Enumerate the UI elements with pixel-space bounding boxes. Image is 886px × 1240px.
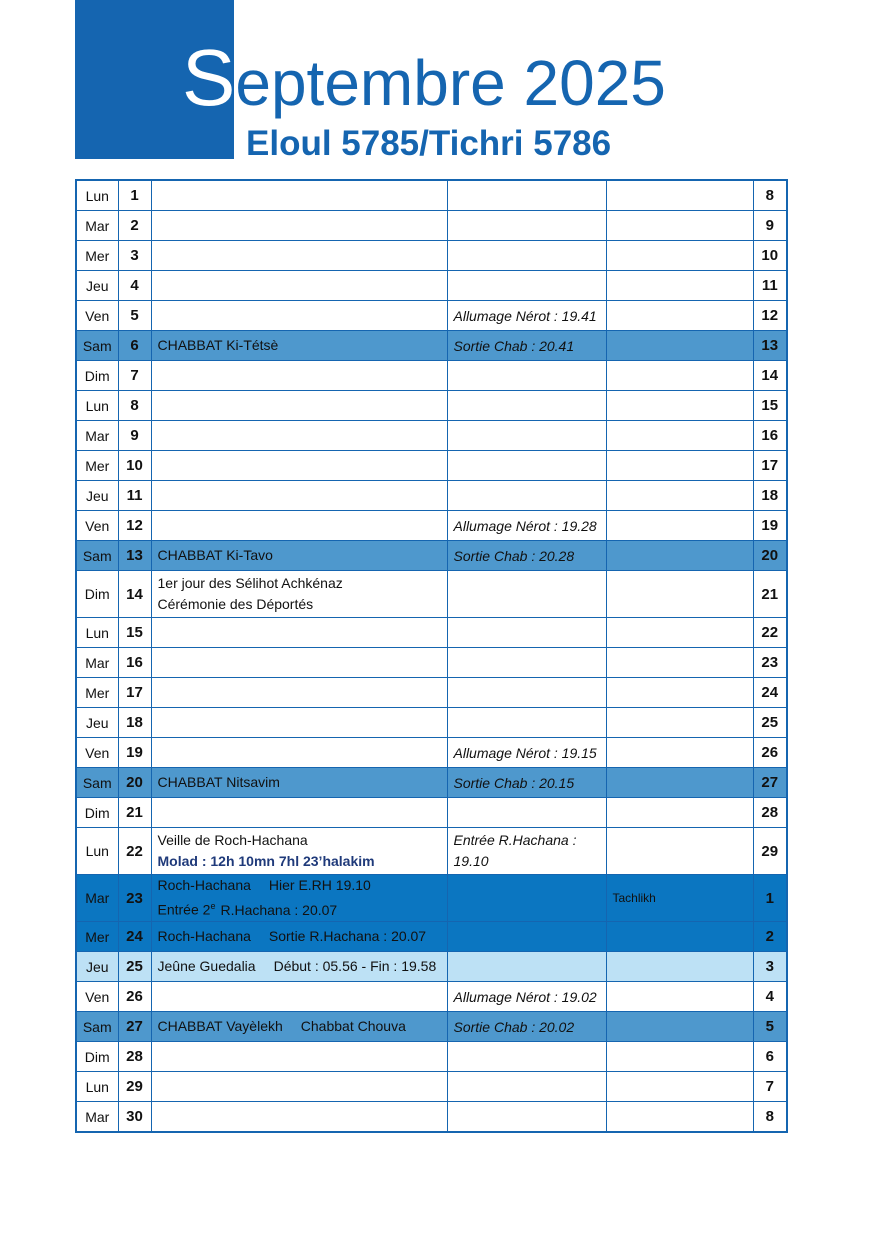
event-text: Chabbat Chouva bbox=[300, 1018, 406, 1034]
event-text: Veille de Roch-Hachana bbox=[157, 832, 308, 848]
hebrew-day-cell: 1 bbox=[753, 875, 787, 922]
times-cell bbox=[447, 798, 606, 828]
extra-cell bbox=[606, 301, 753, 331]
times-cell bbox=[447, 391, 606, 421]
day-number-cell: 29 bbox=[118, 1072, 151, 1102]
day-number-cell: 19 bbox=[118, 738, 151, 768]
extra-cell bbox=[606, 361, 753, 391]
times-cell bbox=[447, 571, 606, 618]
calendar-row bbox=[76, 648, 787, 678]
day-number-cell: 20 bbox=[118, 768, 151, 798]
extra-cell bbox=[606, 618, 753, 648]
hebrew-day-cell: 6 bbox=[753, 1042, 787, 1072]
times-cell bbox=[447, 922, 606, 952]
calendar-row bbox=[76, 481, 787, 511]
times-cell bbox=[447, 541, 606, 571]
times-cell bbox=[447, 875, 606, 922]
calendar-row bbox=[76, 541, 787, 571]
events-cell bbox=[151, 648, 447, 678]
weekday-cell: Dim bbox=[76, 361, 118, 391]
weekday-cell: Jeu bbox=[76, 952, 118, 982]
times-cell bbox=[447, 511, 606, 541]
hebrew-day-cell: 22 bbox=[753, 618, 787, 648]
day-number-cell: 7 bbox=[118, 361, 151, 391]
calendar-row bbox=[76, 1042, 787, 1072]
hebrew-day-cell: 27 bbox=[753, 768, 787, 798]
weekday-cell: Sam bbox=[76, 331, 118, 361]
weekday-cell: Mar bbox=[76, 875, 118, 922]
weekday-cell: Dim bbox=[76, 798, 118, 828]
events-cell bbox=[151, 481, 447, 511]
hebrew-day-cell: 5 bbox=[753, 1012, 787, 1042]
day-number-cell: 16 bbox=[118, 648, 151, 678]
extra-cell bbox=[606, 738, 753, 768]
hebrew-day-cell: 7 bbox=[753, 1072, 787, 1102]
times-cell bbox=[447, 361, 606, 391]
hebrew-day-cell: 15 bbox=[753, 391, 787, 421]
extra-cell bbox=[606, 828, 753, 875]
extra-cell bbox=[606, 708, 753, 738]
times-cell bbox=[447, 180, 606, 211]
hebrew-day-cell: 4 bbox=[753, 982, 787, 1012]
calendar-body bbox=[76, 180, 787, 1132]
times-text: Sortie Chab : 20.15 bbox=[453, 774, 575, 791]
extra-cell bbox=[606, 180, 753, 211]
extra-cell bbox=[606, 481, 753, 511]
times-cell bbox=[447, 1072, 606, 1102]
extra-cell bbox=[606, 982, 753, 1012]
times-cell bbox=[447, 331, 606, 361]
calendar-row bbox=[76, 708, 787, 738]
hebrew-day-cell: 8 bbox=[753, 1102, 787, 1133]
extra-cell bbox=[606, 798, 753, 828]
weekday-cell: Ven bbox=[76, 301, 118, 331]
weekday-cell: Sam bbox=[76, 1012, 118, 1042]
weekday-cell: Jeu bbox=[76, 708, 118, 738]
events-cell bbox=[151, 768, 447, 798]
calendar-row bbox=[76, 982, 787, 1012]
hebrew-day-cell: 10 bbox=[753, 241, 787, 271]
weekday-cell: Dim bbox=[76, 1042, 118, 1072]
hebrew-day-cell: 19 bbox=[753, 511, 787, 541]
times-text: Allumage Nérot : 19.41 bbox=[453, 307, 597, 324]
weekday-cell: Mar bbox=[76, 648, 118, 678]
event-line: Cérémonie des Déportés bbox=[157, 596, 314, 612]
times-cell bbox=[447, 211, 606, 241]
weekday-cell: Mer bbox=[76, 922, 118, 952]
events-cell bbox=[151, 952, 447, 982]
events-cell bbox=[151, 982, 447, 1012]
times-cell bbox=[447, 768, 606, 798]
calendar-row bbox=[76, 875, 787, 922]
hebrew-day-cell: 12 bbox=[753, 301, 787, 331]
extra-cell bbox=[606, 1012, 753, 1042]
weekday-cell: Ven bbox=[76, 511, 118, 541]
event-line bbox=[158, 875, 441, 896]
calendar-row bbox=[76, 331, 787, 361]
times-cell bbox=[447, 828, 606, 875]
times-cell bbox=[447, 481, 606, 511]
times-cell bbox=[447, 952, 606, 982]
extra-cell bbox=[606, 1072, 753, 1102]
hebrew-day-cell: 26 bbox=[753, 738, 787, 768]
extra-cell bbox=[606, 648, 753, 678]
events-cell bbox=[151, 875, 447, 922]
calendar-row bbox=[76, 952, 787, 982]
times-text: Allumage Nérot : 19.02 bbox=[453, 988, 597, 1005]
weekday-cell: Mer bbox=[76, 241, 118, 271]
hebrew-day-cell: 14 bbox=[753, 361, 787, 391]
day-number-cell: 26 bbox=[118, 982, 151, 1012]
times-cell bbox=[447, 421, 606, 451]
events-cell bbox=[151, 451, 447, 481]
day-number-cell: 13 bbox=[118, 541, 151, 571]
times-text: Allumage Nérot : 19.28 bbox=[453, 517, 597, 534]
times-cell bbox=[447, 1042, 606, 1072]
events-cell bbox=[151, 211, 447, 241]
weekday-cell: Ven bbox=[76, 982, 118, 1012]
events-cell bbox=[151, 1012, 447, 1042]
day-number-cell: 4 bbox=[118, 271, 151, 301]
day-number-cell: 9 bbox=[118, 421, 151, 451]
hebrew-day-cell: 16 bbox=[753, 421, 787, 451]
hebrew-day-cell: 9 bbox=[753, 211, 787, 241]
hebrew-day-cell: 21 bbox=[753, 571, 787, 618]
calendar-row bbox=[76, 678, 787, 708]
day-number-cell: 8 bbox=[118, 391, 151, 421]
event-text: R.Hachana : 20.07 bbox=[220, 901, 338, 918]
weekday-cell: Sam bbox=[76, 768, 118, 798]
hebrew-day-cell: 17 bbox=[753, 451, 787, 481]
times-cell bbox=[447, 678, 606, 708]
events-cell bbox=[151, 180, 447, 211]
extra-cell bbox=[606, 511, 753, 541]
times-cell bbox=[447, 301, 606, 331]
times-cell bbox=[447, 618, 606, 648]
calendar-row bbox=[76, 421, 787, 451]
day-number-cell: 27 bbox=[118, 1012, 151, 1042]
page-title bbox=[182, 33, 666, 122]
event-text: CHABBAT Nitsavim bbox=[157, 774, 280, 790]
event-text: CHABBAT Ki-Tétsè bbox=[157, 337, 279, 353]
day-number-cell: 6 bbox=[118, 331, 151, 361]
events-cell bbox=[151, 738, 447, 768]
day-number-cell: 1 bbox=[118, 180, 151, 211]
day-number-cell: 12 bbox=[118, 511, 151, 541]
extra-cell bbox=[606, 678, 753, 708]
event-line bbox=[158, 772, 441, 793]
events-cell bbox=[151, 511, 447, 541]
event-text: Entrée 2 bbox=[157, 901, 211, 918]
hebrew-day-cell: 28 bbox=[753, 798, 787, 828]
calendar-row bbox=[76, 571, 787, 618]
extra-cell bbox=[606, 271, 753, 301]
calendar-row bbox=[76, 768, 787, 798]
day-number-cell: 2 bbox=[118, 211, 151, 241]
event-text: CHABBAT Ki-Tavo bbox=[157, 547, 273, 563]
weekday-cell: Mar bbox=[76, 211, 118, 241]
molad-text: Molad : 12h 10mn 7hl 23’halakim bbox=[157, 853, 375, 869]
events-cell bbox=[151, 922, 447, 952]
event-text: Roch-Hachana bbox=[157, 928, 251, 944]
calendar-row bbox=[76, 301, 787, 331]
events-cell bbox=[151, 331, 447, 361]
day-number-cell: 30 bbox=[118, 1102, 151, 1133]
day-number-cell: 23 bbox=[118, 875, 151, 922]
calendar-row bbox=[76, 211, 787, 241]
day-number-cell: 17 bbox=[118, 678, 151, 708]
hebrew-day-cell: 23 bbox=[753, 648, 787, 678]
event-line bbox=[158, 896, 441, 921]
extra-cell bbox=[606, 451, 753, 481]
times-text: Allumage Nérot : 19.15 bbox=[453, 744, 597, 761]
event-text: CHABBAT Vayèlekh bbox=[157, 1018, 283, 1034]
event-line: 1er jour des Sélihot Achkénaz bbox=[157, 575, 343, 591]
extra-cell bbox=[606, 768, 753, 798]
extra-cell bbox=[606, 211, 753, 241]
calendar-row bbox=[76, 1102, 787, 1133]
events-cell bbox=[151, 708, 447, 738]
calendar-table bbox=[75, 179, 788, 1133]
day-number-cell: 5 bbox=[118, 301, 151, 331]
weekday-cell: Lun bbox=[76, 618, 118, 648]
times-cell bbox=[447, 271, 606, 301]
extra-cell bbox=[606, 1042, 753, 1072]
day-number-cell: 21 bbox=[118, 798, 151, 828]
extra-cell bbox=[606, 1102, 753, 1133]
day-number-cell: 14 bbox=[118, 571, 151, 618]
weekday-cell: Mar bbox=[76, 1102, 118, 1133]
day-number-cell: 28 bbox=[118, 1042, 151, 1072]
events-cell bbox=[151, 828, 447, 875]
calendar-row bbox=[76, 1012, 787, 1042]
events-cell bbox=[151, 421, 447, 451]
weekday-cell: Lun bbox=[76, 391, 118, 421]
calendar-row bbox=[76, 618, 787, 648]
times-cell bbox=[447, 708, 606, 738]
weekday-cell: Mar bbox=[76, 421, 118, 451]
times-cell bbox=[447, 241, 606, 271]
page-subtitle: Eloul 5785/Tichri 5786 bbox=[246, 124, 612, 163]
times-cell bbox=[447, 1012, 606, 1042]
weekday-cell: Dim bbox=[76, 571, 118, 618]
extra-cell bbox=[606, 571, 753, 618]
event-text: Hier E.RH 19.10 bbox=[268, 877, 371, 894]
events-cell bbox=[151, 798, 447, 828]
extra-cell bbox=[606, 952, 753, 982]
title-initial: S bbox=[182, 33, 236, 122]
times-cell bbox=[447, 451, 606, 481]
day-number-cell: 18 bbox=[118, 708, 151, 738]
hebrew-day-cell: 2 bbox=[753, 922, 787, 952]
event-text: Sortie R.Hachana : 20.07 bbox=[268, 928, 427, 944]
weekday-cell: Lun bbox=[76, 180, 118, 211]
event-line bbox=[158, 1016, 441, 1037]
title-rest: eptembre 2025 bbox=[235, 47, 666, 119]
calendar-row bbox=[76, 180, 787, 211]
weekday-cell: Ven bbox=[76, 738, 118, 768]
events-cell bbox=[151, 1102, 447, 1133]
times-cell bbox=[447, 738, 606, 768]
events-cell bbox=[151, 678, 447, 708]
calendar-row bbox=[76, 451, 787, 481]
event-line bbox=[158, 545, 441, 566]
extra-cell bbox=[606, 391, 753, 421]
hebrew-day-cell: 11 bbox=[753, 271, 787, 301]
hebrew-day-cell: 25 bbox=[753, 708, 787, 738]
event-text: Roch-Hachana bbox=[157, 877, 251, 894]
events-cell bbox=[151, 391, 447, 421]
hebrew-day-cell: 20 bbox=[753, 541, 787, 571]
times-text: 19.10 bbox=[453, 853, 489, 869]
events-cell bbox=[151, 361, 447, 391]
times-cell bbox=[447, 982, 606, 1012]
weekday-cell: Lun bbox=[76, 828, 118, 875]
event-text: Jeûne Guedalia bbox=[157, 958, 256, 974]
extra-cell bbox=[606, 922, 753, 952]
weekday-cell: Jeu bbox=[76, 271, 118, 301]
events-cell bbox=[151, 241, 447, 271]
events-cell bbox=[151, 271, 447, 301]
calendar-row bbox=[76, 361, 787, 391]
hebrew-day-cell: 24 bbox=[753, 678, 787, 708]
times-cell bbox=[447, 648, 606, 678]
times-text: Entrée R.Hachana : bbox=[453, 832, 577, 848]
calendar-row bbox=[76, 738, 787, 768]
day-number-cell: 24 bbox=[118, 922, 151, 952]
day-number-cell: 10 bbox=[118, 451, 151, 481]
weekday-cell: Sam bbox=[76, 541, 118, 571]
hebrew-day-cell: 3 bbox=[753, 952, 787, 982]
ordinal-suffix: e bbox=[210, 901, 216, 912]
events-cell bbox=[151, 571, 447, 618]
calendar-row bbox=[76, 391, 787, 421]
extra-cell bbox=[606, 331, 753, 361]
hebrew-day-cell: 29 bbox=[753, 828, 787, 875]
calendar-row bbox=[76, 241, 787, 271]
day-number-cell: 15 bbox=[118, 618, 151, 648]
extra-cell bbox=[606, 241, 753, 271]
calendar-row bbox=[76, 271, 787, 301]
day-number-cell: 22 bbox=[118, 828, 151, 875]
extra-cell bbox=[606, 421, 753, 451]
calendar-row bbox=[76, 1072, 787, 1102]
events-cell bbox=[151, 301, 447, 331]
events-cell bbox=[151, 1042, 447, 1072]
times-text: Sortie Chab : 20.41 bbox=[453, 337, 575, 354]
calendar-row bbox=[76, 798, 787, 828]
times-text: Sortie Chab : 20.28 bbox=[453, 547, 575, 564]
events-cell bbox=[151, 541, 447, 571]
weekday-cell: Mer bbox=[76, 678, 118, 708]
extra-cell bbox=[606, 541, 753, 571]
weekday-cell: Jeu bbox=[76, 481, 118, 511]
hebrew-day-cell: 13 bbox=[753, 331, 787, 361]
events-cell bbox=[151, 1072, 447, 1102]
day-number-cell: 11 bbox=[118, 481, 151, 511]
times-cell bbox=[447, 1102, 606, 1133]
day-number-cell: 3 bbox=[118, 241, 151, 271]
event-line bbox=[158, 830, 441, 851]
calendar-row bbox=[76, 922, 787, 952]
times-text: Sortie Chab : 20.02 bbox=[453, 1018, 575, 1035]
weekday-cell: Lun bbox=[76, 1072, 118, 1102]
event-line bbox=[158, 926, 441, 947]
calendar-row bbox=[76, 828, 787, 875]
extra-cell: Tachlikh bbox=[606, 875, 753, 922]
weekday-cell: Mer bbox=[76, 451, 118, 481]
calendar-row bbox=[76, 511, 787, 541]
day-number-cell: 25 bbox=[118, 952, 151, 982]
hebrew-day-cell: 8 bbox=[753, 180, 787, 211]
event-line bbox=[158, 956, 441, 977]
event-line bbox=[158, 335, 441, 356]
event-text: Début : 05.56 - Fin : 19.58 bbox=[273, 958, 437, 974]
hebrew-day-cell: 18 bbox=[753, 481, 787, 511]
events-cell bbox=[151, 618, 447, 648]
